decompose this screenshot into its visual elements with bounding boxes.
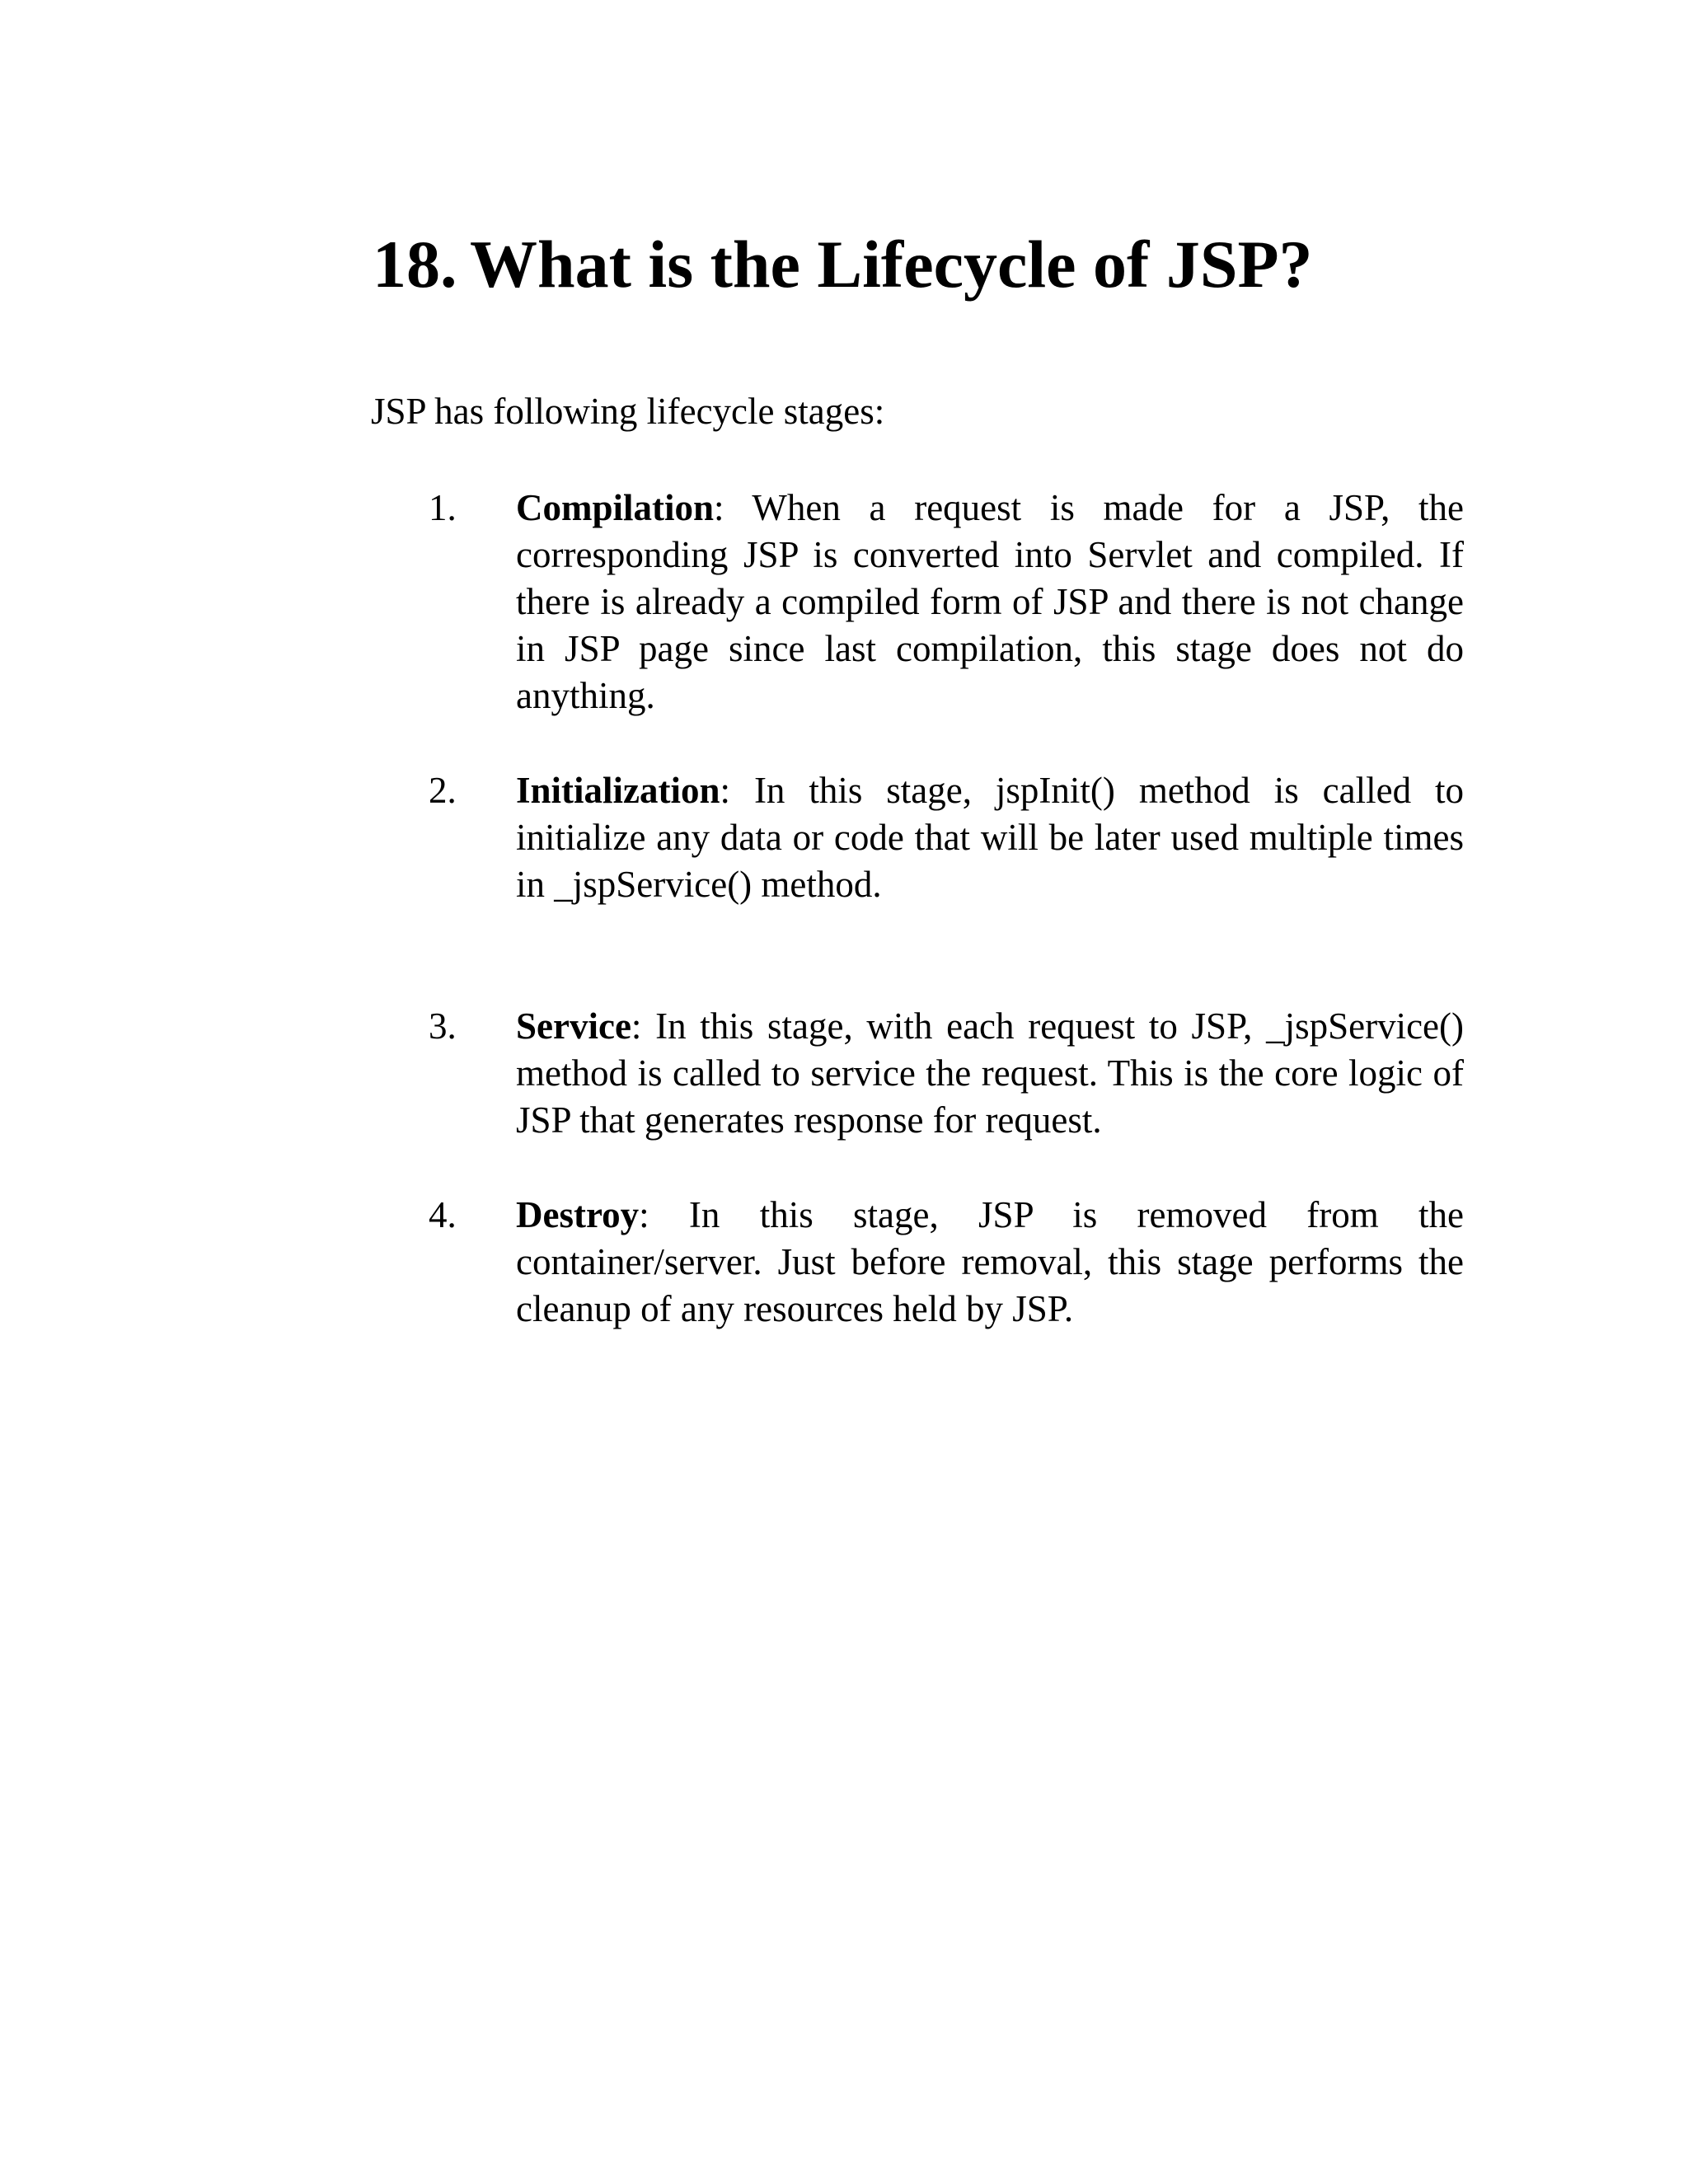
intro-paragraph: JSP has following lifecycle stages: [371,391,885,432]
stage-description: : In this stage, JSP is removed from the container/server. Just before removal, this stage performs the cleanup of any resources held by JSP. [516,1194,1464,1329]
stage-text [516,1192,1464,1333]
stage-text [516,1003,1464,1144]
title-text: What is the Lifecycle of JSP? [470,227,1313,302]
page-title [373,224,1313,305]
stage-description: : In this stage, jspInit() method is called to initialize any data or code that will be later used multiple times in _jspService() method. [516,770,1464,905]
stage-name: Compilation [516,487,715,528]
stage-name: Service [516,1005,631,1047]
stage-number: 4. [429,1194,457,1235]
stage-text [516,767,1464,908]
stage-name: Initialization [516,770,720,811]
stage-name: Destroy [516,1194,640,1235]
title-number: 18. [373,227,457,302]
stage-number: 1. [429,487,457,528]
stage-text [516,485,1464,719]
stage-number: 3. [429,1005,457,1047]
stage-description: : When a request is made for a JSP, the corresponding JSP is converted into Servlet and compiled. If there is already a compiled form of JSP and there is not change in JSP page since last compilation, this stage does not do anything. [516,487,1464,716]
stage-number: 2. [429,770,457,811]
stage-description: : In this stage, with each request to JSP, _jspService() method is called to service the request. This is the core logic of JSP that generates response for request. [516,1005,1464,1141]
